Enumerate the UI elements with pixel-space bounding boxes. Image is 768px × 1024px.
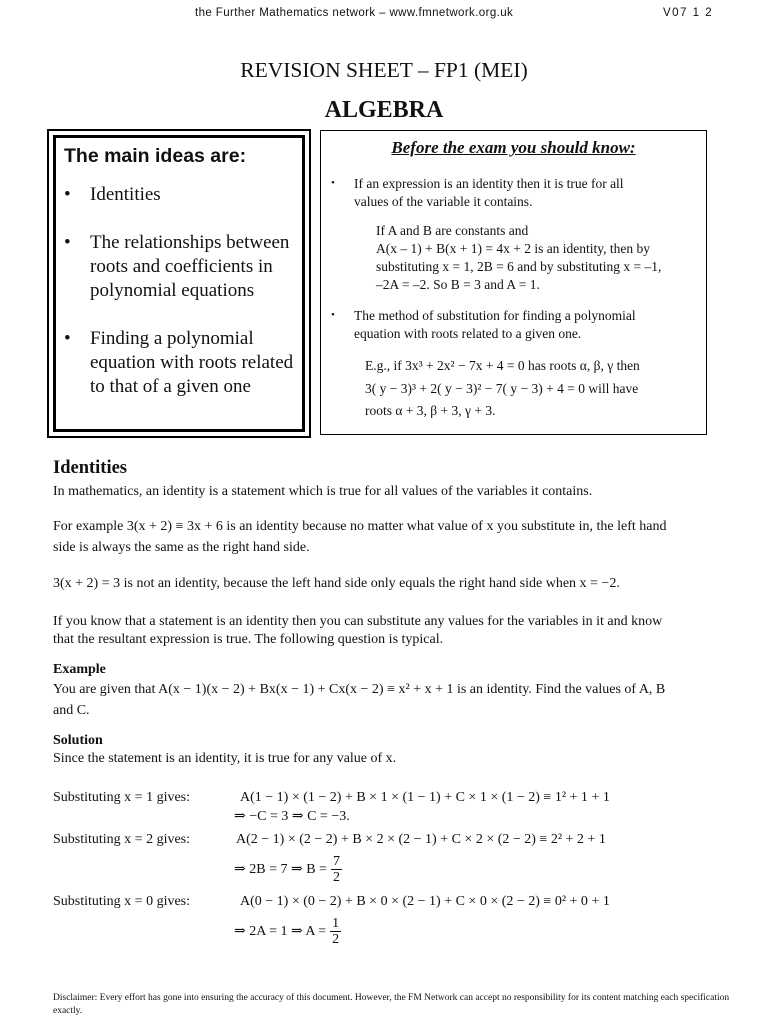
sub3-result xyxy=(234,916,341,947)
sub2-result xyxy=(234,854,342,885)
example-1-line-2: A(x – 1) + B(x + 1) = 4x + 2 is an identity, then by xyxy=(376,241,651,256)
list-item xyxy=(64,231,308,303)
sub2-result-text: ⇒ 2B = 7 ⇒ B = xyxy=(234,862,327,877)
sub3-label: Substituting x = 0 gives: xyxy=(53,894,191,909)
before-exam-heading: Before the exam you should know: xyxy=(391,138,636,157)
sub2-label: Substituting x = 2 gives: xyxy=(53,832,191,847)
bullet-icon: • xyxy=(331,309,335,321)
network-header: the Further Mathematics network – www.fmnetwork.org.uk xyxy=(195,7,514,19)
bullet-1-line-1: If an expression is an identity then it is true for all xyxy=(354,176,624,191)
main-ideas-list xyxy=(64,183,308,423)
identities-paragraph-4a: If you know that a statement is an identity then you can substitute any values for the variables in it and know xyxy=(53,614,663,629)
bullet-1-line-2: values of the variable it contains. xyxy=(354,194,533,209)
example-1-line-3: substituting x = 1, 2B = 6 and by substituting x = –1, xyxy=(376,259,662,274)
main-ideas-box xyxy=(47,129,311,438)
fraction xyxy=(331,854,342,885)
bullet-icon: • xyxy=(64,232,71,253)
example-2-line-2: 3( y − 3)³ + 2( y − 3)² − 7( y − 3) + 4 = 0 will have xyxy=(365,381,639,396)
example-text-b: and C. xyxy=(53,703,90,718)
bullet-2-line-1: The method of substitution for finding a polynomial xyxy=(354,308,636,323)
example-label: Example xyxy=(53,662,106,677)
idea-text: The relationships between roots and coefficients in polynomial equations xyxy=(90,232,290,301)
bullet-2-line-2: equation with roots related to a given one. xyxy=(354,326,582,341)
example-2-line-1: E.g., if 3x³ + 2x² − 7x + 4 = 0 has roots α, β, γ then xyxy=(365,358,640,373)
solution-label: Solution xyxy=(53,733,103,748)
identities-paragraph-4b: that the resultant expression is true. The following question is typical. xyxy=(53,632,444,647)
before-exam-box xyxy=(320,130,707,435)
identities-paragraph-2a: For example 3(x + 2) ≡ 3x + 6 is an identity because no matter what value of x you substitute in, the left hand xyxy=(53,519,667,534)
example-text-a: You are given that A(x − 1)(x − 2) + Bx(x − 1) + Cx(x − 2) ≡ x² + x + 1 is an identity. Find the values of A, B xyxy=(53,682,666,697)
identities-paragraph-1: In mathematics, an identity is a statement which is true for all values of the variables it contains. xyxy=(53,484,593,499)
list-item xyxy=(64,183,308,207)
page-title: REVISION SHEET – FP1 (MEI) xyxy=(240,58,528,82)
example-1-line-1: If A and B are constants and xyxy=(376,223,529,238)
page-subtitle: ALGEBRA xyxy=(324,97,444,123)
idea-text: Finding a polynomial equation with roots related to that of a given one xyxy=(90,328,294,397)
version-label: V07 1 2 xyxy=(663,7,714,19)
solution-text: Since the statement is an identity, it is true for any value of x. xyxy=(53,751,397,766)
disclaimer: Disclaimer: Every effort has gone into ensuring the accuracy of this document. However, the FM Network can accept no responsibility for its content matching each specification exactly. xyxy=(53,993,730,1016)
fraction-denominator: 2 xyxy=(332,870,340,885)
bullet-icon: • xyxy=(64,184,71,205)
list-item xyxy=(64,327,308,399)
fraction-denominator: 2 xyxy=(332,932,340,947)
fraction-numerator: 7 xyxy=(332,854,340,869)
identities-heading: Identities xyxy=(53,458,127,478)
idea-text: Identities xyxy=(90,184,161,205)
sub3-equation: A(0 − 1) × (0 − 2) + B × 0 × (2 − 1) + C × 0 × (2 − 2) ≡ 0² + 0 + 1 xyxy=(240,894,610,909)
sub3-result-text: ⇒ 2A = 1 ⇒ A = xyxy=(234,924,327,939)
sub1-result: ⇒ −C = 3 ⇒ C = −3. xyxy=(234,809,350,824)
fraction xyxy=(330,916,341,947)
main-ideas-heading: The main ideas are: xyxy=(64,145,247,167)
sub1-label: Substituting x = 1 gives: xyxy=(53,790,191,805)
fraction-numerator: 1 xyxy=(332,916,340,931)
bullet-icon: • xyxy=(331,177,335,189)
example-1-line-4: –2A = –2. So B = 3 and A = 1. xyxy=(376,277,540,292)
identities-paragraph-2b: side is always the same as the right hand side. xyxy=(53,540,310,555)
identities-paragraph-3: 3(x + 2) = 3 is not an identity, because the left hand side only equals the right hand side when x = −2. xyxy=(53,576,620,591)
sub2-equation: A(2 − 1) × (2 − 2) + B × 2 × (2 − 1) + C × 2 × (2 − 2) ≡ 2² + 2 + 1 xyxy=(236,832,606,847)
example-2-line-3: roots α + 3, β + 3, γ + 3. xyxy=(365,403,496,418)
main-ideas-inner xyxy=(53,135,305,432)
sub1-equation: A(1 − 1) × (1 − 2) + B × 1 × (1 − 1) + C × 1 × (1 − 2) ≡ 1² + 1 + 1 xyxy=(240,790,610,805)
bullet-icon: • xyxy=(64,328,71,349)
